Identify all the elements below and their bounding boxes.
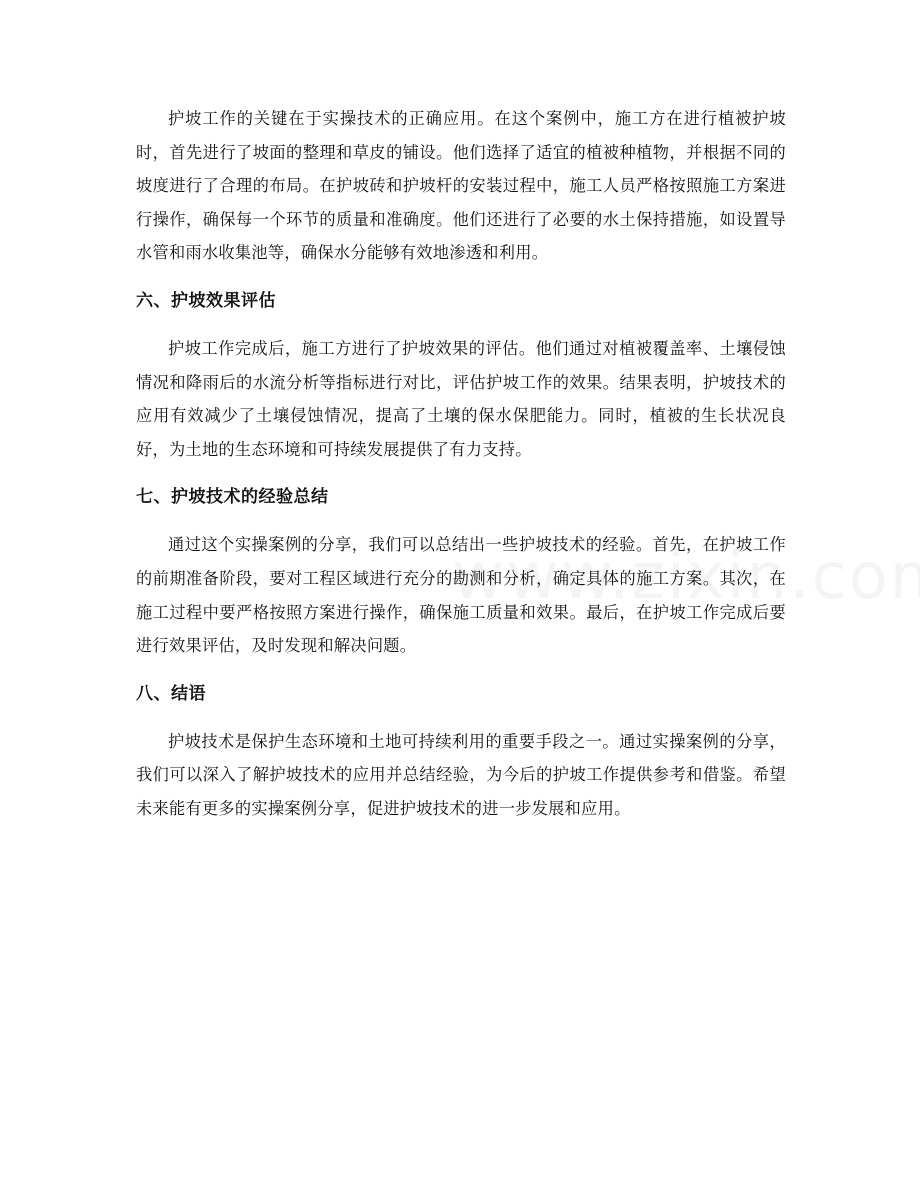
section-paragraph-evaluation: 护坡工作完成后，施工方进行了护坡效果的评估。他们通过对植被覆盖率、土壤侵蚀情况和降雨后的水流分析等指标进行对比，评估护坡工作的效果。结果表明，护坡技术的应用有效减少了土壤侵蚀情况，提高了土壤的保水保肥能力。同时，植被的生长状况良好，为土地的生态环境和可持续发展提供了有力支持。 xyxy=(136,338,786,459)
section-heading-conclusion: 八、结语 xyxy=(136,683,206,704)
section-paragraph-conclusion: 护坡技术是保护生态环境和土地可持续利用的重要手段之一。通过实操案例的分享，我们可以深入了解护坡技术的应用并总结经验，为今后的护坡工作提供参考和借鉴。希望未来能有更多的实操案例分享，促进护坡技术的进一步发展和应用。 xyxy=(136,731,786,818)
document-body xyxy=(136,102,786,826)
intro-paragraph: 护坡工作的关键在于实操技术的正确应用。在这个案例中，施工方在进行植被护坡时，首先进行了坡面的整理和草皮的铺设。他们选择了适宜的植被种植物，并根据不同的坡度进行了合理的布局。在护坡砖和护坡杆的安装过程中，施工人员严格按照施工方案进行操作，确保每一个环节的质量和准确度。他们还进行了必要的水土保持措施，如设置导水管和雨水收集池等，确保水分能够有效地渗透和利用。 xyxy=(136,109,786,263)
section-paragraph-experience: 通过这个实操案例的分享，我们可以总结出一些护坡技术的经验。首先，在护坡工作的前期准备阶段，要对工程区域进行充分的勘测和分析，确定具体的施工方案。其次，在施工过程中要严格按照方案进行操作，确保施工质量和效果。最后，在护坡工作完成后要进行效果评估，及时发现和解决问题。 xyxy=(136,535,786,656)
section-heading-evaluation: 六、护坡效果评估 xyxy=(136,290,276,311)
section-heading-experience: 七、护坡技术的经验总结 xyxy=(136,487,329,508)
